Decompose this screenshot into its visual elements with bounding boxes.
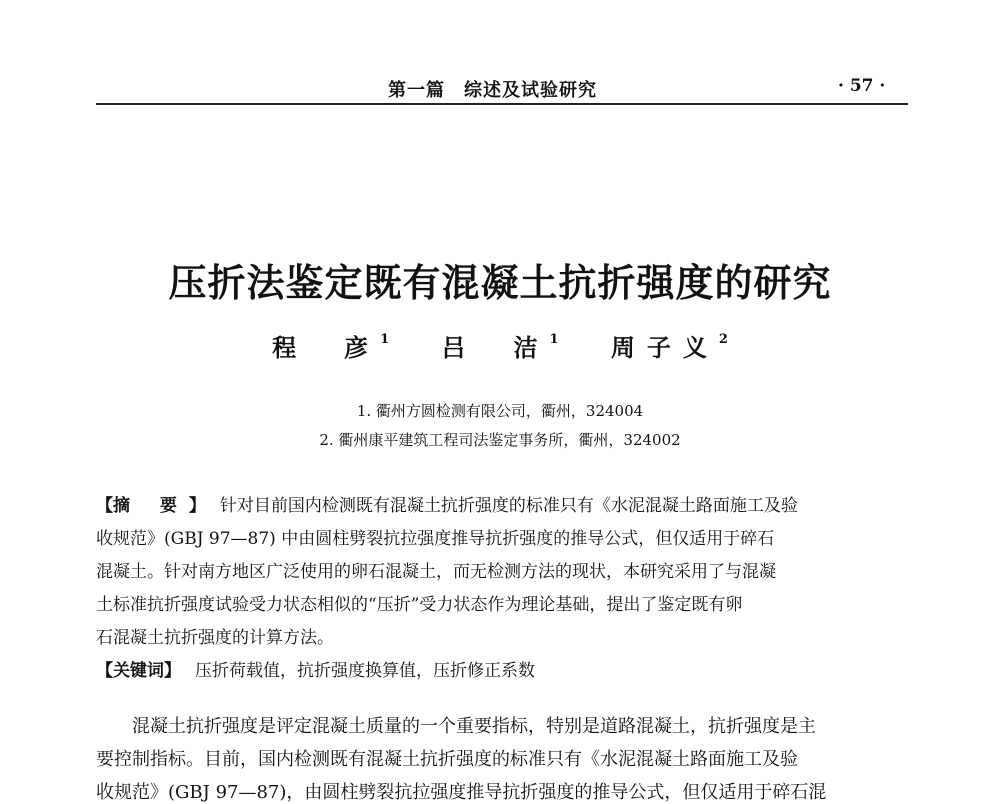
author: 周子义$^2$ [610, 332, 728, 362]
body-paragraph-line: 混凝土抗折强度是评定混凝土质量的一个重要指标，特别是道路混凝土，抗折强度是主 [132, 716, 816, 737]
abstract-line: 土标准抗折强度试验受力状态相似的“压折”受力状态作为理论基础，提出了鉴定既有卵 [96, 595, 743, 615]
keywords-text: 压折荷载值，抗折强度换算值，压折修正系数 [195, 661, 535, 681]
body-paragraph-line: 要控制指标。目前，国内检测既有混凝土抗折强度的标准只有《水泥混凝土路面施工及验 [96, 749, 798, 770]
author: 程 彦$^1$ [272, 332, 390, 362]
abstract-line: 收规范》(GBJ 97—87) 中由圆柱劈裂抗拉强度推导抗折强度的推导公式，但仅适用于碎石 [96, 529, 775, 549]
abstract-line: 混凝土。针对南方地区广泛使用的卵石混凝土，而无检测方法的现状，本研究采用了与混凝 [96, 562, 776, 582]
abstract-line: 石混凝土抗折强度的计算方法。 [96, 628, 334, 648]
abstract-label: 【摘 要】 [96, 496, 206, 516]
affiliation: 1. 衢州方圆检测有限公司，衢州，324004 [356, 402, 644, 420]
affiliation: 2. 衢州康平建筑工程司法鉴定事务所，衢州，324002 [319, 431, 681, 449]
abstract-line: 【摘 要】 针对目前国内检测既有混凝土抗折强度的标准只有《水泥混凝土路面施工及验 [96, 496, 798, 516]
keywords-line [96, 656, 535, 681]
author-list [0, 328, 1000, 363]
author: 吕 洁$^1$ [441, 332, 559, 362]
header-rule [96, 103, 908, 105]
page-number: · 57 · [838, 76, 886, 96]
paper-title: 压折法鉴定既有混凝土抗折强度的研究 [168, 260, 832, 305]
running-header-section: 第一篇 综述及试验研究 [388, 80, 597, 101]
body-paragraph-line: 收规范》(GBJ 97—87)，由圆柱劈裂抗拉强度推导抗折强度的推导公式，但仅适用于碎石混 [96, 782, 827, 803]
keywords-label: 【关键词】 [96, 661, 181, 681]
